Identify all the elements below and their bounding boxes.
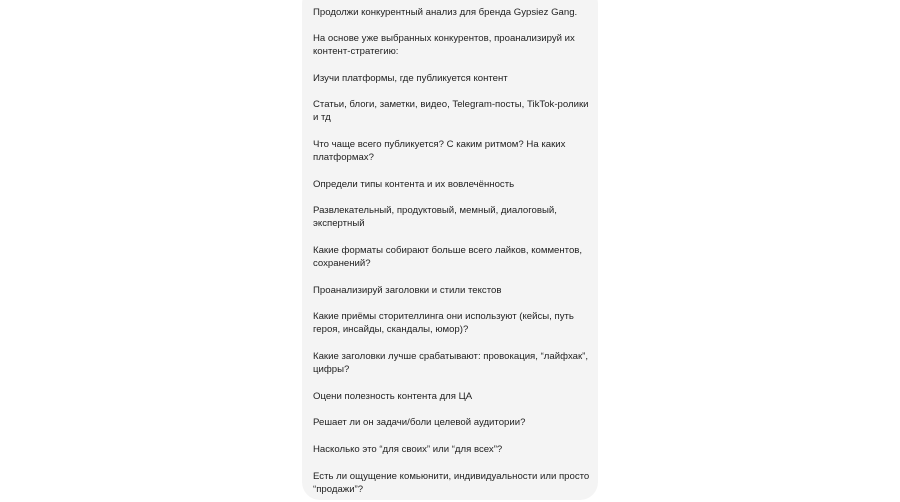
message-paragraph: На основе уже выбранных конкурентов, проанализируй их контент-стратегию: (313, 33, 575, 58)
message-paragraph: Есть ли ощущение комьюнити, индивидуальности или просто “продажи”? (313, 471, 590, 496)
message-paragraph: Изучи платформы, где публикуется контент (313, 73, 508, 84)
message-paragraph: Что чаще всего публикуется? С каким ритмом? На каких платформах? (313, 139, 566, 164)
message-paragraph: Статьи, блоги, заметки, видео, Telegram-посты, TikTok-ролики и тд (313, 99, 589, 124)
message-paragraph: Какие форматы собирают больше всего лайков, комментов, сохранений? (313, 245, 583, 270)
message-paragraph: Определи типы контента и их вовлечённость (313, 179, 515, 190)
message-paragraph: Продолжи конкурентный анализ для бренда Gypsiez Gang. (313, 7, 578, 18)
message-paragraph: Решает ли он задачи/боли целевой аудитории? (313, 417, 526, 428)
message-paragraph: Развлекательный, продуктовый, мемный, диалоговый, экспертный (313, 205, 557, 230)
message-paragraph: Какие заголовки лучше срабатывают: провокация, “лайфхак”, цифры? (313, 351, 589, 376)
user-message-bubble (302, 0, 598, 500)
message-paragraph: Насколько это “для своих” или “для всех”? (313, 444, 503, 455)
message-paragraph: Оцени полезность контента для ЦА (313, 391, 473, 402)
message-paragraph: Проанализируй заголовки и стили текстов (313, 285, 502, 296)
message-paragraph: Какие приёмы сторителлинга они используют (кейсы, путь героя, инсайды, скандалы, юмор)? (313, 311, 574, 336)
